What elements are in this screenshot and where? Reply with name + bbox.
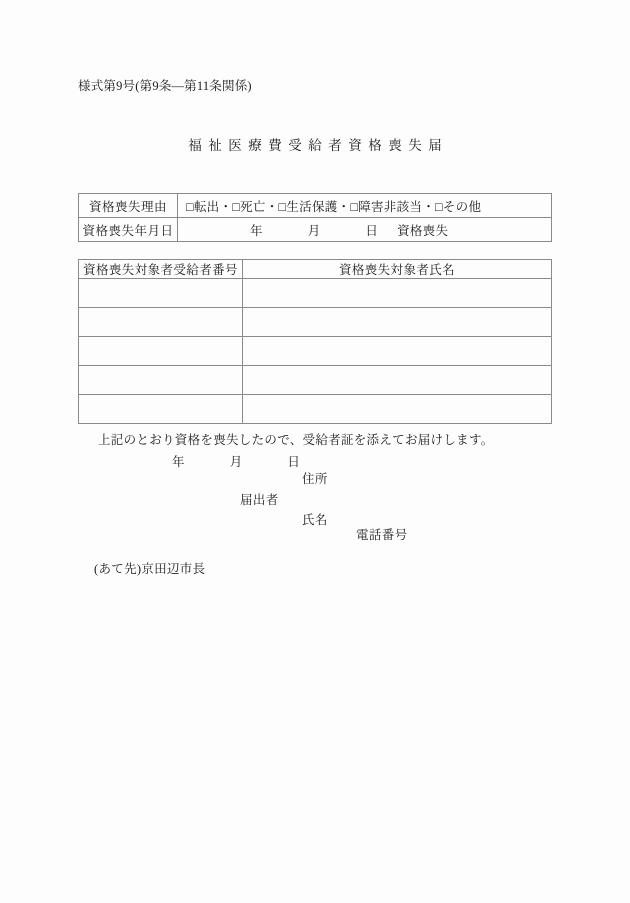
loss-date-value-cell[interactable] [178, 218, 552, 242]
column-header-recipient-number: 資格喪失対象者受給者番号 [79, 260, 243, 279]
table-row [79, 218, 552, 242]
cell-recipient-number[interactable] [79, 337, 243, 366]
year-unit: 年 [250, 223, 263, 238]
table-row [79, 308, 552, 337]
table-row [79, 366, 552, 395]
cell-recipient-number[interactable] [79, 395, 243, 424]
submission-year-unit: 年 [172, 455, 185, 469]
cell-recipient-number[interactable] [79, 308, 243, 337]
submission-day-unit: 日 [287, 455, 301, 469]
column-header-recipient-name: 資格喪失対象者氏名 [243, 260, 552, 279]
reason-label-cell: 資格喪失理由 [79, 194, 178, 218]
addressee-line: (あて先)京田辺市長 [94, 562, 206, 576]
table-header-row [79, 260, 552, 279]
loss-date-suffix: 資格喪失 [397, 223, 449, 238]
day-unit: 日 [365, 223, 379, 238]
cell-recipient-name[interactable] [243, 308, 552, 337]
form-number: 様式第9号(第9条―第11条関係) [78, 79, 252, 93]
cell-recipient-name[interactable] [243, 337, 552, 366]
submission-month-unit: 月 [229, 455, 243, 469]
loss-date-inline [178, 221, 448, 239]
submission-date-line[interactable] [172, 452, 300, 470]
month-unit: 月 [307, 223, 321, 238]
table-row [79, 279, 552, 308]
cell-recipient-name[interactable] [243, 366, 552, 395]
cell-recipient-name[interactable] [243, 279, 552, 308]
submitter-address-label: 住所 [302, 472, 328, 486]
table-row [79, 337, 552, 366]
qualification-loss-reason-table [78, 193, 552, 242]
loss-date-label-cell: 資格喪失年月日 [79, 218, 178, 242]
cell-recipient-name[interactable] [243, 395, 552, 424]
cell-recipient-number[interactable] [79, 279, 243, 308]
submitter-phone-label: 電話番号 [356, 528, 408, 542]
table-row [79, 194, 552, 218]
submitter-label: 届出者 [240, 493, 279, 507]
table-row [79, 395, 552, 424]
declaration-statement: 上記のとおり資格を喪失したので、受給者証を添えてお届けします。 [98, 433, 494, 447]
qualification-loss-recipients-table [78, 259, 552, 424]
cell-recipient-number[interactable] [79, 366, 243, 395]
submitter-name-label: 氏名 [302, 513, 328, 527]
document-title: 福祉医療費受給者資格喪失届 [188, 138, 449, 153]
reason-checkbox-options-cell[interactable]: □転出・□死亡・□生活保護・□障害非該当・□その他 [178, 194, 552, 218]
